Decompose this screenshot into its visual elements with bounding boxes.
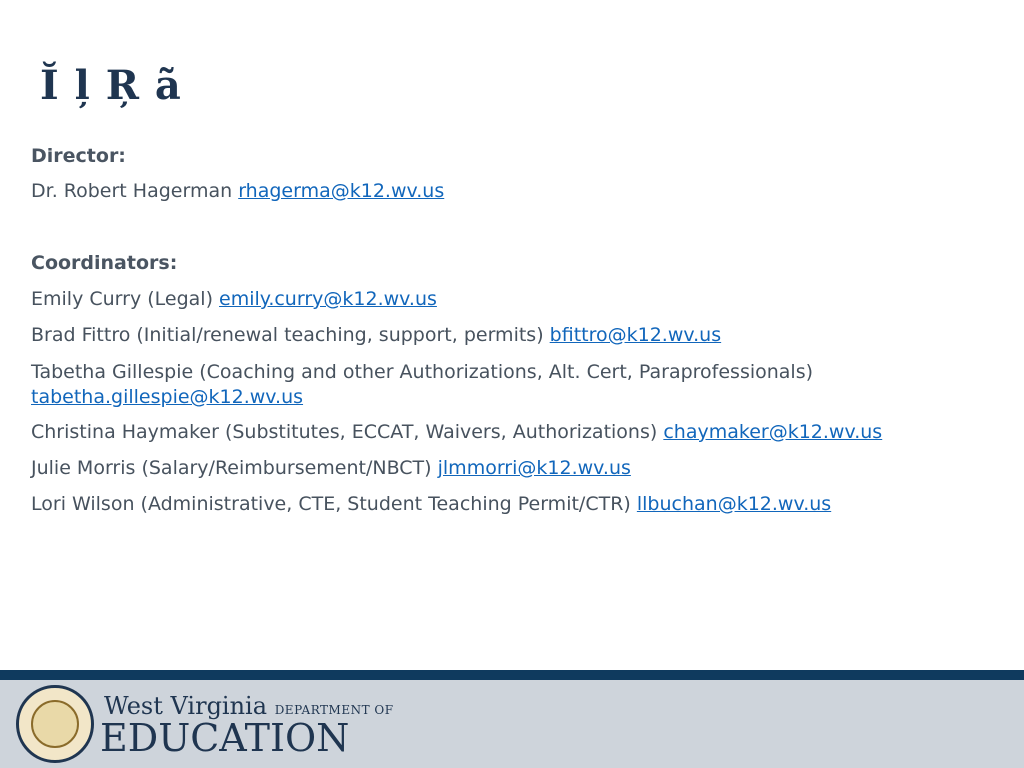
director-email-link[interactable]: rhagerma@k12.wv.us <box>238 180 445 202</box>
coordinator-email-link[interactable]: emily.curry@k12.wv.us <box>219 288 437 310</box>
logo-department-text: DEPARTMENT OF <box>274 703 394 717</box>
logo-state-name: West Virginia <box>104 692 268 720</box>
footer-divider <box>0 670 1024 680</box>
coordinator-entry <box>31 421 882 443</box>
coordinator-email-link[interactable]: tabetha.gillespie@k12.wv.us <box>31 386 304 408</box>
seal-center <box>31 700 79 748</box>
coordinator-entry <box>31 457 631 479</box>
coordinators-heading: Coordinators: <box>31 252 178 274</box>
coordinator-email-link[interactable]: chaymaker@k12.wv.us <box>663 421 883 443</box>
coordinator-description: Tabetha Gillespie (Coaching and other Authorizations, Alt. Cert, Paraprofessionals) <box>31 361 814 383</box>
coordinator-description: Julie Morris (Salary/Reimbursement/NBCT) <box>31 457 432 479</box>
coordinator-entry <box>31 360 931 410</box>
coordinator-email-link[interactable]: llbuchan@k12.wv.us <box>636 493 832 515</box>
state-seal-icon <box>16 685 94 763</box>
coordinator-email-link[interactable]: bfittro@k12.wv.us <box>549 324 722 346</box>
director-entry <box>31 180 444 202</box>
coordinator-entry <box>31 324 721 346</box>
coordinator-entry <box>31 288 437 310</box>
coordinator-description: Lori Wilson (Administrative, CTE, Student Teaching Permit/CTR) <box>31 493 631 515</box>
coordinator-description: Brad Fittro (Initial/renewal teaching, support, permits) <box>31 324 544 346</box>
coordinator-description: Christina Haymaker (Substitutes, ECCAT, Waivers, Authorizations) <box>31 421 658 443</box>
director-name: Dr. Robert Hagerman <box>31 180 233 202</box>
slide-title: Ĭ ļ Ŗ ã <box>40 62 182 109</box>
coordinator-description: Emily Curry (Legal) <box>31 288 213 310</box>
coordinator-email-link[interactable]: jlmmorri@k12.wv.us <box>437 457 631 479</box>
logo-wordmark-bottom: EDUCATION <box>100 716 350 760</box>
director-heading: Director: <box>31 145 126 167</box>
coordinator-entry <box>31 493 831 515</box>
